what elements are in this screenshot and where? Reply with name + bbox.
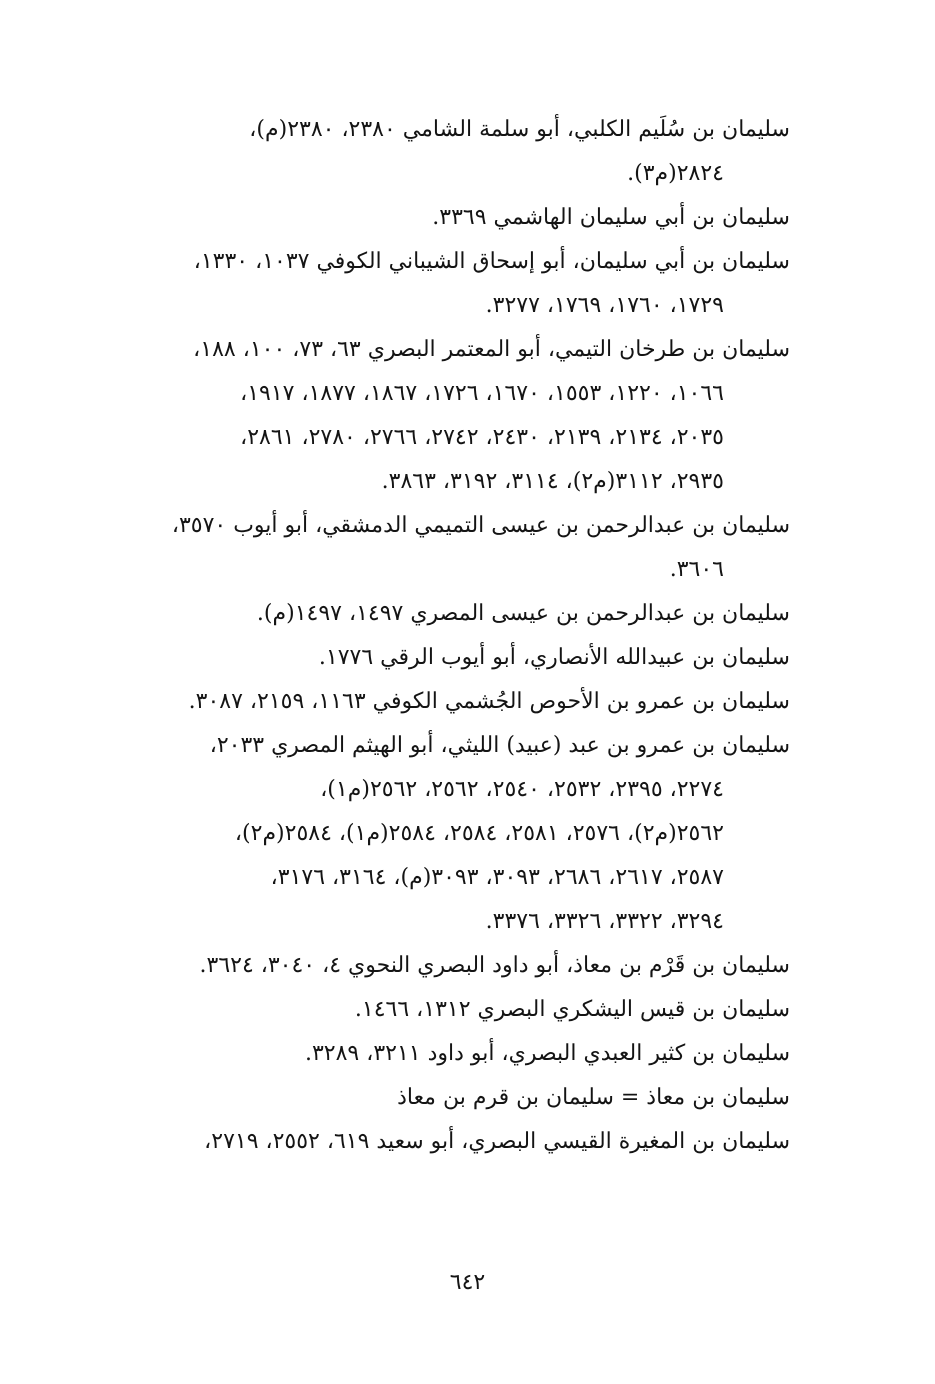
index-line: سليمان بن قَرْم بن معاذ، أبو داود البصري النحوي ٤، ٣٠٤٠، ٣٦٢٤. xyxy=(199,953,790,978)
index-line: سليمان بن عبيدالله الأنصاري، أبو أيوب الرقي ١٧٧٦. xyxy=(318,645,790,670)
index-line-continuation: ٣٦٠٦. xyxy=(669,557,724,582)
page-number: ٦٤٢ xyxy=(449,1270,486,1295)
index-line: سليمان بن كثير العبدي البصري، أبو داود ٣٢١١، ٣٢٨٩. xyxy=(304,1041,790,1066)
index-line-continuation: ٣٢٩٤، ٣٣٢٢، ٣٣٢٦، ٣٣٧٦. xyxy=(485,909,724,934)
index-line-continuation: ٢٢٧٤، ٢٣٩٥، ٢٥٣٢، ٢٥٤٠، ٢٥٦٢، ٢٥٦٢(م١)، xyxy=(320,777,724,802)
index-line: سليمان بن أبي سليمان الهاشمي ٣٣٦٩. xyxy=(432,205,790,230)
index-line: سليمان بن أبي سليمان، أبو إسحاق الشيباني الكوفي ١٠٣٧، ١٣٣٠، xyxy=(193,249,790,274)
index-line-continuation: ٢٥٦٢(م٢)، ٢٥٧٦، ٢٥٨١، ٢٥٨٤، ٢٥٨٤(م١)، ٢٥٨٤(م٢)، xyxy=(234,821,724,846)
index-line: سليمان بن عمرو بن الأحوص الجُشمي الكوفي ١١٦٣، ٢١٥٩، ٣٠٨٧. xyxy=(188,689,790,714)
index-entries xyxy=(90,108,790,1164)
index-line: سليمان بن عبدالرحمن بن عيسى التميمي الدمشقي، أبو أيوب ٣٥٧٠، xyxy=(171,513,790,538)
index-line: سليمان بن قيس اليشكري البصري ١٣١٢، ١٤٦٦. xyxy=(354,997,790,1022)
index-line: سليمان بن طرخان التيمي، أبو المعتمر البصري ٦٣، ٧٣، ١٠٠، ١٨٨، xyxy=(193,337,790,362)
index-line: سليمان بن سُلَيم الكلبي، أبو سلمة الشامي ٢٣٨٠، ٢٣٨٠(م)، xyxy=(249,117,790,142)
index-line-continuation: ١٠٦٦، ١٢٢٠، ١٥٥٣، ١٦٧٠، ١٧٢٦، ١٨٦٧، ١٨٧٧، ١٩١٧، xyxy=(240,381,724,406)
index-line-continuation: ٢٩٣٥، ٣١١٢(م٢)، ٣١١٤، ٣١٩٢، ٣٨٦٣. xyxy=(381,469,724,494)
index-line: سليمان بن عمرو بن عبد (عبيد) الليثي، أبو الهيثم المصري ٢٠٣٣، xyxy=(209,733,790,758)
index-line-continuation: ٢٨٢٤(م٣). xyxy=(627,161,724,186)
index-line-continuation: ٢٥٨٧، ٢٦١٧، ٢٦٨٦، ٣٠٩٣، ٣٠٩٣(م)، ٣١٦٤، ٣١٧٦، xyxy=(270,865,724,890)
index-line: سليمان بن معاذ = سليمان بن قرم بن معاذ xyxy=(397,1085,790,1110)
index-line-continuation: ١٧٢٩، ١٧٦٠، ١٧٦٩، ٣٢٧٧. xyxy=(485,293,724,318)
index-line: سليمان بن عبدالرحمن بن عيسى المصري ١٤٩٧، ١٤٩٧(م). xyxy=(256,601,790,626)
index-line: سليمان بن المغيرة القيسي البصري، أبو سعيد ٦١٩، ٢٥٥٢، ٢٧١٩، xyxy=(204,1129,790,1154)
index-line-continuation: ٢٠٣٥، ٢١٣٤، ٢١٣٩، ٢٤٣٠، ٢٧٤٢، ٢٧٦٦، ٢٧٨٠، ٢٨٦١، xyxy=(240,425,724,450)
